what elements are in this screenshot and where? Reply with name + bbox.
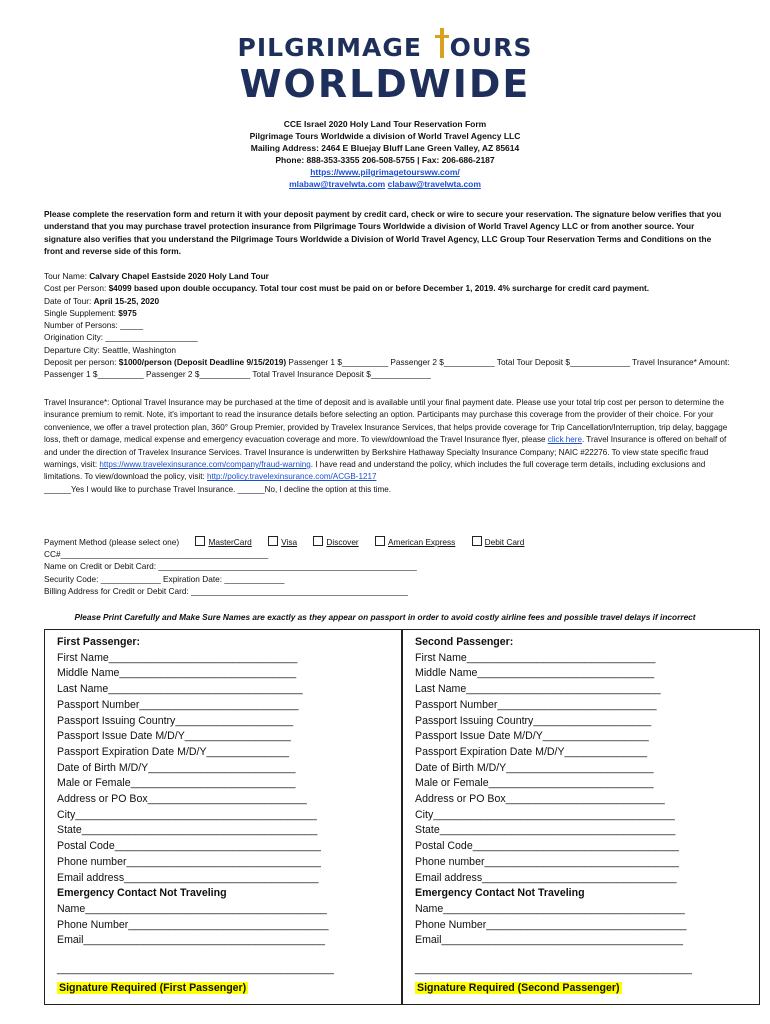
p2-gender-field[interactable]: Male or Female____________________________	[415, 777, 654, 790]
p1-emergency-name-field[interactable]: Name_________________________________________	[57, 902, 327, 915]
name-on-card-field[interactable]: Name on Credit or Debit Card: ________________________________________________________	[44, 561, 417, 572]
second-passenger-fields	[415, 635, 687, 949]
origination-city-field[interactable]: Origination City: ____________________	[44, 332, 198, 343]
p1-passport-issue-field[interactable]: Passport Issue Date M/D/Y__________________	[57, 730, 291, 743]
p1-dob-field[interactable]: Date of Birth M/D/Y_________________________	[57, 761, 296, 774]
insurance-decision-field[interactable]: ______Yes I would like to purchase Travel Insurance. ______No, I decline the option at this time.	[44, 484, 392, 494]
logo-line-1	[238, 28, 533, 62]
second-passenger-box	[402, 629, 760, 1005]
departure-city: Departure City: Seattle, Washington	[44, 344, 177, 355]
p2-signature-label: Signature Required (Second Passenger)	[417, 982, 620, 994]
p2-address-field[interactable]: Address or PO Box___________________________	[415, 793, 665, 806]
p2-city-field[interactable]: City_________________________________________	[415, 808, 675, 821]
p2-passport-expiration-field[interactable]: Passport Expiration Date M/D/Y______________	[415, 745, 648, 758]
amex-checkbox[interactable]	[375, 536, 385, 546]
p2-last-name-field[interactable]: Last Name_________________________________	[415, 683, 661, 696]
p2-phone-field[interactable]: Phone number_________________________________	[415, 855, 679, 868]
number-of-persons-field[interactable]: Number of Persons: _____	[44, 320, 144, 331]
first-passenger-heading: First Passenger:	[57, 636, 141, 648]
mastercard-label: MasterCard	[208, 537, 252, 547]
p2-email-field[interactable]: Email address_________________________________	[415, 871, 677, 884]
email-link-1[interactable]: mlabaw@travelwta.com	[289, 179, 386, 189]
p2-emergency-name-field[interactable]: Name_________________________________________	[415, 902, 685, 915]
logo-text-tours: OURS	[449, 33, 533, 62]
email-link-2[interactable]: clabaw@travelwta.com	[387, 179, 481, 189]
phone-fax: Phone: 888-353-3355 206-508-5755 | Fax: 206-686-2187	[275, 155, 495, 165]
p2-passport-country-field[interactable]: Passport Issuing Country____________________	[415, 714, 652, 727]
payment-method-row	[44, 536, 734, 548]
tour-details	[44, 270, 734, 381]
mastercard-checkbox[interactable]	[195, 536, 205, 546]
discover-label: Discover	[326, 537, 359, 547]
visa-checkbox[interactable]	[268, 536, 278, 546]
insurance-section	[44, 397, 729, 496]
p1-gender-field[interactable]: Male or Female____________________________	[57, 777, 296, 790]
p1-passport-country-field[interactable]: Passport Issuing Country____________________	[57, 714, 294, 727]
visa-label: Visa	[281, 537, 298, 547]
p2-signature-line[interactable]: _______________________________________________	[415, 963, 692, 975]
p1-state-field[interactable]: State________________________________________	[57, 824, 318, 837]
p2-emergency-email-field[interactable]: Email_________________________________________	[415, 934, 684, 947]
p1-email-field[interactable]: Email address_________________________________	[57, 871, 319, 884]
insurance-flyer-link[interactable]: click here	[547, 435, 582, 445]
discover-checkbox[interactable]	[313, 536, 323, 546]
cc-number-field[interactable]: CC#_____________________________________________	[44, 549, 269, 560]
billing-address-field[interactable]: Billing Address for Credit or Debit Card: _______________________________________________	[44, 585, 408, 596]
company-logo	[0, 28, 770, 104]
p1-signature-label: Signature Required (First Passenger)	[59, 982, 247, 994]
company-name: Pilgrimage Tours Worldwide a division of World Travel Agency LLC	[249, 131, 521, 141]
p1-passport-number-field[interactable]: Passport Number___________________________	[57, 698, 299, 711]
p2-passport-issue-field[interactable]: Passport Issue Date M/D/Y__________________	[415, 730, 649, 743]
first-passenger-box	[44, 629, 402, 1005]
p2-first-name-field[interactable]: First Name________________________________	[415, 651, 656, 664]
policy-link[interactable]: http://policy.travelexinsurance.com/ACGB-1217	[207, 472, 377, 482]
form-header	[0, 118, 770, 190]
p1-emergency-heading: Emergency Contact Not Traveling	[57, 887, 227, 900]
p1-passport-expiration-field[interactable]: Passport Expiration Date M/D/Y______________	[57, 745, 290, 758]
p1-city-field[interactable]: City_________________________________________	[57, 808, 317, 821]
tour-name-row: Tour Name: Calvary Chapel Eastside 2020 Holy Land Tour	[44, 271, 269, 281]
p1-emergency-phone-field[interactable]: Phone Number__________________________________	[57, 918, 329, 931]
second-passenger-heading: Second Passenger:	[415, 636, 514, 648]
p1-first-name-field[interactable]: First Name________________________________	[57, 651, 298, 664]
p2-passport-number-field[interactable]: Passport Number___________________________	[415, 698, 657, 711]
p1-address-field[interactable]: Address or PO Box___________________________	[57, 793, 307, 806]
intro-paragraph: Please complete the reservation form and return it with your deposit payment by credit card, check or wire to secure your reservation. The signature below verifies that you understand that you may purchase travel protection insurance from Pilgrimage Tours Worldwide a division of World Travel Agency LLC or from another source. Your signature also verifies that you understand the Pilgrimage Tours Worldwide a Division of World Travel Agency, LLC Group Tour Reservation Terms and Conditions on the front and reverse side of this form.	[44, 209, 722, 256]
amex-label: American Express	[388, 537, 456, 547]
p1-emergency-email-field[interactable]: Email_________________________________________	[57, 934, 326, 947]
p1-last-name-field[interactable]: Last Name_________________________________	[57, 683, 303, 696]
deposit-row[interactable]: Deposit per person: $1000/person (Deposit Deadline 9/15/2019) Passenger 1 $__________ Passenger 2 $___________ Total Tour Deposit $_____________ Travel Insurance* Amount: Passenger 1 $__________ Passenger 2 $___________ Total Travel Insurance Deposit $_____________	[44, 357, 730, 380]
mailing-address: Mailing Address: 2464 E Bluejay Bluff Lane Green Valley, AZ 85614	[250, 143, 520, 153]
p2-emergency-phone-field[interactable]: Phone Number__________________________________	[415, 918, 687, 931]
payment-method-label: Payment Method (please select one)	[44, 537, 180, 547]
insurance-paragraph: Travel Insurance*: Optional Travel Insurance may be purchased at the time of deposit and is available until your final payment date. Please use your total trip cost per person to determine the insurance premium to remit. Note, it's important to read the insurance details before selecting an option. Participants may purchase this coverage from the provider of their choice. For your convenience, we offer a travel protection plan, 360° Group Premier, provided by Travelex Insurance Services, that helps provide coverage for Trip Cancellation/Interruption, trip delay, baggage loss, theft or damage, medical expense and emergency evacuation coverage and more. To view/download the Travel Insurance flyer, please click here. Travel Insurance is offered on behalf of and under the direction of Travelex Insurance Services. Travel Insurance is underwritten by Berkshire Hathaway Specialty Insurance Company; NAIC #22276. To view state specific fraud warnings, visit: https://www.travelexinsurance.com/company/fraud-warning. I have read and understand the policy, which includes the full coverage term details, including exclusions and limitations. To view/download the policy, visit: http://policy.travelexinsurance.com/ACGB-1217	[44, 398, 728, 482]
p1-middle-name-field[interactable]: Middle Name______________________________	[57, 667, 297, 680]
logo-text-pilgrimage: PILGRIMAGE	[237, 33, 432, 62]
website-link[interactable]: https://www.pilgrimagetoursww.com/	[310, 167, 460, 177]
single-supplement-row: Single Supplement: $975	[44, 307, 137, 318]
p2-state-field[interactable]: State________________________________________	[415, 824, 676, 837]
p2-postal-code-field[interactable]: Postal Code___________________________________	[415, 840, 679, 853]
cross-icon	[435, 28, 449, 58]
p2-dob-field[interactable]: Date of Birth M/D/Y_________________________	[415, 761, 654, 774]
p2-emergency-heading: Emergency Contact Not Traveling	[415, 887, 585, 900]
payment-section	[44, 536, 734, 597]
first-passenger-fields	[57, 635, 329, 949]
logo-line-2: WORLDWIDE	[239, 62, 531, 106]
date-row: Date of Tour: April 15-25, 2020	[44, 295, 160, 306]
security-expiration-field[interactable]: Security Code: _____________ Expiration Date: _____________	[44, 573, 285, 584]
cost-row: Cost per Person: $4099 based upon double occupancy. Total tour cost must be paid on or before December 1, 2019. 4% surcharge for credit card payment.	[44, 283, 650, 294]
debit-card-label: Debit Card	[484, 537, 525, 547]
debit-card-checkbox[interactable]	[472, 536, 482, 546]
passport-notice: Please Print Carefully and Make Sure Names are exactly as they appear on passport in order to avoid costly airline fees and possible travel delays if incorrect	[74, 612, 696, 622]
p1-postal-code-field[interactable]: Postal Code___________________________________	[57, 840, 321, 853]
p1-signature-line[interactable]: _______________________________________________	[57, 963, 334, 975]
form-title: CCE Israel 2020 Holy Land Tour Reservation Form	[283, 119, 487, 129]
p2-middle-name-field[interactable]: Middle Name______________________________	[415, 667, 655, 680]
fraud-warning-link[interactable]: https://www.travelexinsurance.com/company/fraud-warning	[99, 460, 311, 470]
p1-phone-field[interactable]: Phone number_________________________________	[57, 855, 321, 868]
